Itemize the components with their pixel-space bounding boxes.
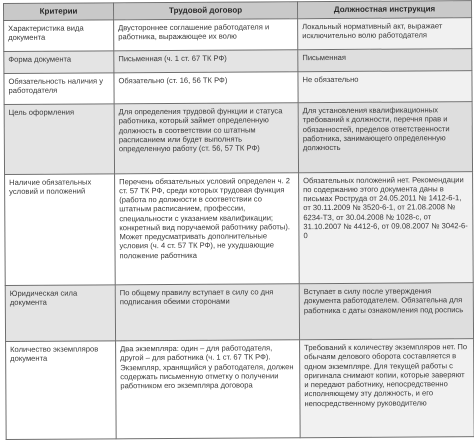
comparison-document [3,0,474,440]
criterion-cell: Юридическая сила документа [5,285,115,342]
contract-cell: Для определения трудовой функции и статуса работника, который займет определенную должность в соответствии со штатным расписанием или будет выполнять определенную работу (ст. 56, 57 ТК РФ) [114,103,298,174]
instruction-cell: Обязательных положений нет. Рекомендации по содержанию этого документа даны в письмах Роструда от 24.05.2011 № 1412-6-1, от 30.11.2009 № 3520-6-1, от 21.08.2008 № 6234-ТЗ, от 30.04.2008 № 1028-с, от 31.10.2007 № 4412-6, от 09.08.2007 № 3042-6-0 [299,171,474,283]
table-row [5,283,473,342]
instruction-cell: Для установления квалификационных требований к должности, перечня прав и обязанностей, пределов ответственности работника, занимающего определенную должность [298,102,472,173]
criterion-cell: Характеристика вида документа [4,20,114,52]
table-row [6,339,474,440]
table-row [4,49,472,74]
criterion-cell: Форма документа [4,51,114,74]
table-row [4,102,472,175]
table-row [4,70,472,104]
criterion-cell: Количество экземпляров документа [6,341,117,439]
criterion-cell: Цель оформления [4,104,114,174]
contract-cell: По общему правилу вступает в силу со дня подписания обеими сторонами [115,284,299,341]
contract-cell: Перечень обязательных условий определен ч. 2 ст. 57 ТК РФ, среди которых трудовая функция (работа по должности в соответствии со штатным расписанием, профессии, специальности с указанием квалификации; конкретный вид поручаемой работнику работы). Может предусматривать дополнительные условия (ч. 4 ст. 57 ТК РФ), не ухудшающие положение работника [115,172,300,284]
contract-cell: Письменная (ч. 1 ст. 67 ТК РФ) [114,50,298,73]
criterion-cell: Наличие обязательных условий и положений [5,174,116,286]
header-job-description: Должностная инструкция [297,1,471,19]
instruction-cell: Письменная [298,49,472,72]
instruction-cell: Требований к количеству экземпляров нет. По обычаям делового оборота составляется в одном экземпляре. Для текущей работы с оригинала снимают копии, которые заверяют и передают работнику, непосредственно исполняющему эту должность, и его непосредственному руководителю [300,339,474,438]
criterion-cell: Обязательность наличия у работодателя [4,73,114,105]
table-row [5,171,474,285]
table-row [4,17,472,51]
contract-cell: Обязательно (ст. 16, 56 ТК РФ) [114,71,298,103]
contract-cell: Двустороннее соглашение работодателя и работника, выражающее их волю [114,18,298,50]
instruction-cell: Не обязательно [298,70,472,102]
comparison-table [3,0,474,440]
header-employment-contract: Трудовой договор [114,2,298,20]
instruction-cell: Вступает в силу после утверждения документа работодателем. Обязательна для работника с даты ознакомления под роспись [299,283,473,340]
contract-cell: Два экземпляра: один – для работодателя, другой – для работника (ч. 1 ст. 67 ТК РФ). Экземпляр, хранящийся у работодателя, должен содержать письменную отметку о получении работником его экземпляра договора [116,340,301,439]
instruction-cell: Локальный нормативный акт, выражает исключительно волю работодателя [298,17,472,49]
header-criteria: Критерии [4,3,114,20]
